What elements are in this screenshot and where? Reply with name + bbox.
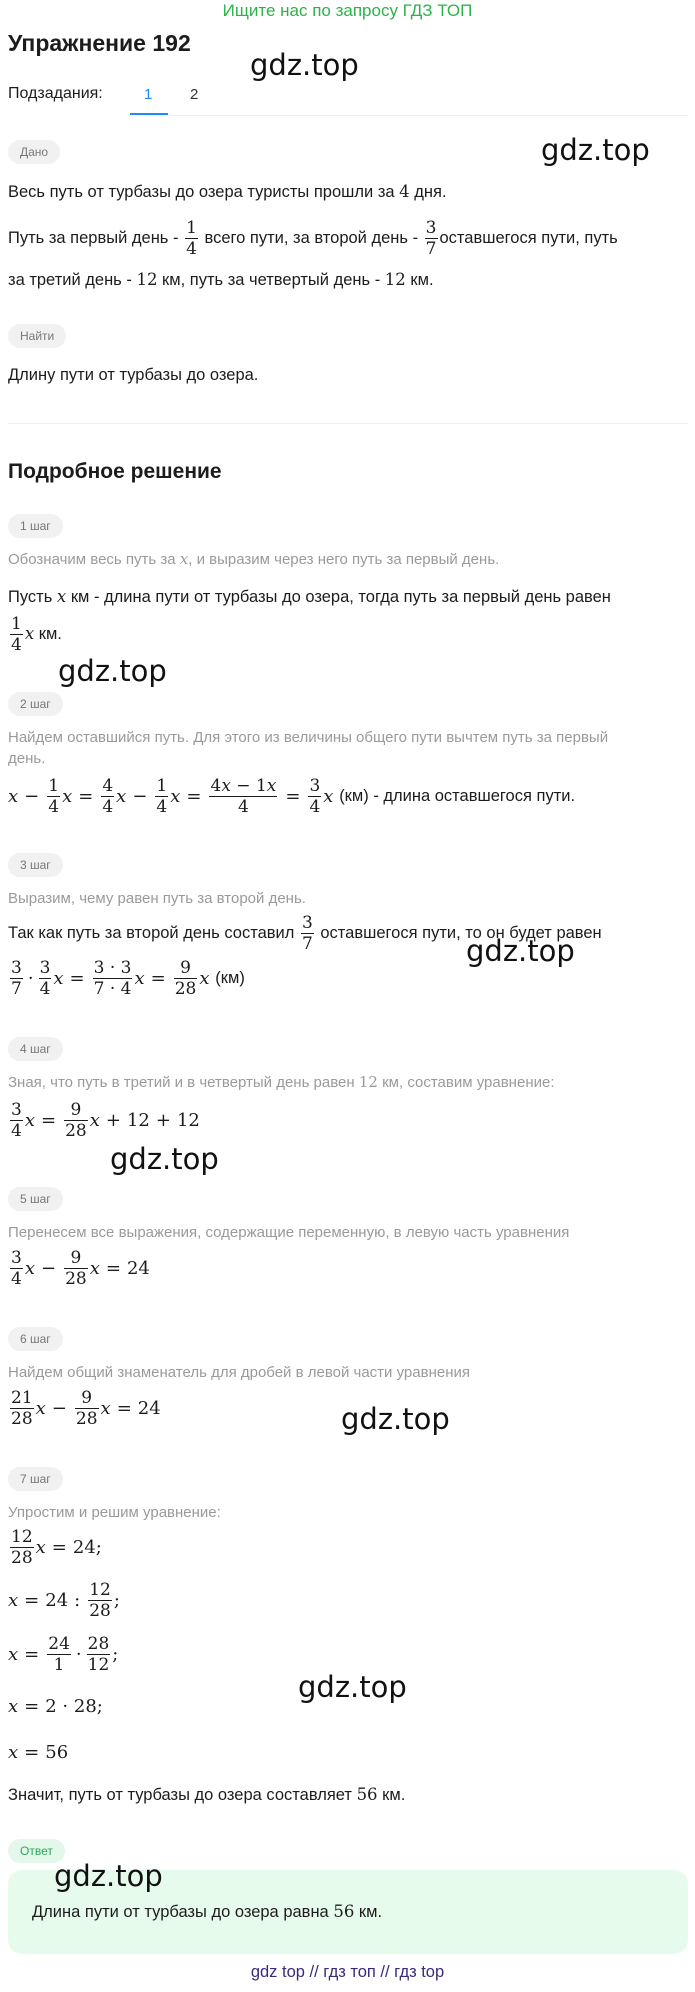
- watermark: gdz.top: [250, 48, 359, 82]
- watermark: gdz.top: [54, 1859, 163, 1893]
- step-badge: 1 шаг: [8, 514, 63, 538]
- step-hint: Выразим, чему равен путь за второй день.: [8, 890, 306, 907]
- step-hint: Перенесем все выражения, содержащие переменную, в левую часть уравнения: [8, 1224, 570, 1241]
- step-text: Пусть x км - длина пути от турбазы до озера, тогда путь за первый день равен: [8, 587, 611, 606]
- tab-subtask-2[interactable]: 2: [190, 86, 199, 103]
- promo-banner[interactable]: Ищите нас по запросу ГДЗ ТОП: [222, 1, 473, 20]
- fraction: $\frac{1}{4}$: [186, 218, 197, 259]
- watermark: gdz.top: [110, 1142, 219, 1176]
- step-equation: x = $\frac{24}{1}$ · $\frac{28}{12}$ ;: [8, 1634, 119, 1675]
- step-badge: 7 шаг: [8, 1467, 63, 1491]
- watermark: gdz.top: [541, 133, 650, 167]
- given-line-1: Весь путь от турбазы до озера туристы прошли за 4 дня.: [8, 182, 447, 201]
- step-text: $\frac{1}{4}$ x км.: [11, 614, 62, 655]
- step-hint: Обозначим весь путь за x, и выразим через него путь за первый день.: [8, 550, 500, 568]
- fraction: $\frac{1}{4}$: [11, 614, 22, 655]
- step-equation: $\frac{3}{4}$ x − $\frac{9}{28}$ x = 24: [11, 1248, 150, 1289]
- step-equation: $\frac{3}{7}$ · $\frac{3}{4}$ x = $\frac{3 \cdot 3}{7 \cdot 4}$ x = $\frac{9}{28}$ x (км): [11, 958, 245, 999]
- step-equation: $\frac{12}{28}$ x = 24;: [11, 1527, 102, 1568]
- given-line-2: Путь за первый день - $\frac{1}{4}$ всего пути, за второй день - $\frac{3}{7}$ оставшегося пути, путь: [8, 218, 618, 259]
- answer-badge: Ответ: [8, 1839, 65, 1863]
- tab-subtask-1[interactable]: 1: [144, 86, 153, 103]
- watermark: gdz.top: [298, 1670, 407, 1704]
- given-badge: Дано: [8, 140, 60, 164]
- step-equation: x = 24 : $\frac{12}{28}$ ;: [8, 1580, 120, 1621]
- step-equation: $\frac{3}{4}$ x = $\frac{9}{28}$ x + 12 + 12: [11, 1100, 200, 1141]
- step-hint: Найдем оставшийся путь. Для этого из величины общего пути вычтем путь за первый день.: [8, 729, 609, 767]
- conclusion-text: Значит, путь от турбазы до озера составляет 56 км.: [8, 1785, 406, 1804]
- watermark: gdz.top: [58, 654, 167, 688]
- step-badge: 2 шаг: [8, 692, 63, 716]
- step-equation: x = 2 · 28;: [8, 1696, 103, 1717]
- step-badge: 6 шаг: [8, 1327, 63, 1351]
- step-equation: x − $\frac{1}{4}$ x = $\frac{4}{4}$ x − $\frac{1}{4}$ x = $\frac{4x - 1x}{4}$ = $\frac{3}{4}$ x (км) - длина оставшегося пути.: [8, 776, 576, 817]
- step-badge: 3 шаг: [8, 853, 63, 877]
- divider: [8, 423, 688, 424]
- answer-text: Длина пути от турбазы до озера равна 56 км.: [32, 1902, 383, 1921]
- step-equation: x = 56: [8, 1742, 69, 1763]
- footer-links[interactable]: gdz top // гдз топ // гдз top: [250, 1963, 445, 1981]
- watermark: gdz.top: [341, 1402, 450, 1436]
- step-hint: Найдем общий знаменатель для дробей в левой части уравнения: [8, 1364, 470, 1381]
- step-badge: 5 шаг: [8, 1187, 63, 1211]
- step-equation: $\frac{21}{28}$ x − $\frac{9}{28}$ x = 24: [11, 1388, 161, 1429]
- step-hint: Упростим и решим уравнение:: [8, 1504, 221, 1521]
- given-line-3: за третий день - 12 км, путь за четвертый день - 12 км.: [8, 270, 434, 289]
- step-badge: 4 шаг: [8, 1037, 63, 1061]
- active-tab-indicator: [130, 113, 168, 115]
- step-text: Так как путь за второй день составил $\frac{3}{7}$ оставшегося пути, то он будет равен: [8, 913, 602, 954]
- step-hint: Зная, что путь в третий и в четвертый день равен 12 км, составим уравнение:: [8, 1073, 555, 1091]
- subtasks-label: Подзадания:: [8, 85, 103, 102]
- find-badge: Найти: [8, 324, 66, 348]
- fraction: $\frac{3}{7}$: [425, 218, 437, 259]
- page-title: Упражнение 192: [8, 30, 191, 56]
- watermark: gdz.top: [466, 934, 575, 968]
- solution-title: Подробное решение: [8, 460, 222, 483]
- divider: [170, 115, 688, 116]
- find-text: Длину пути от турбазы до озера.: [8, 366, 259, 384]
